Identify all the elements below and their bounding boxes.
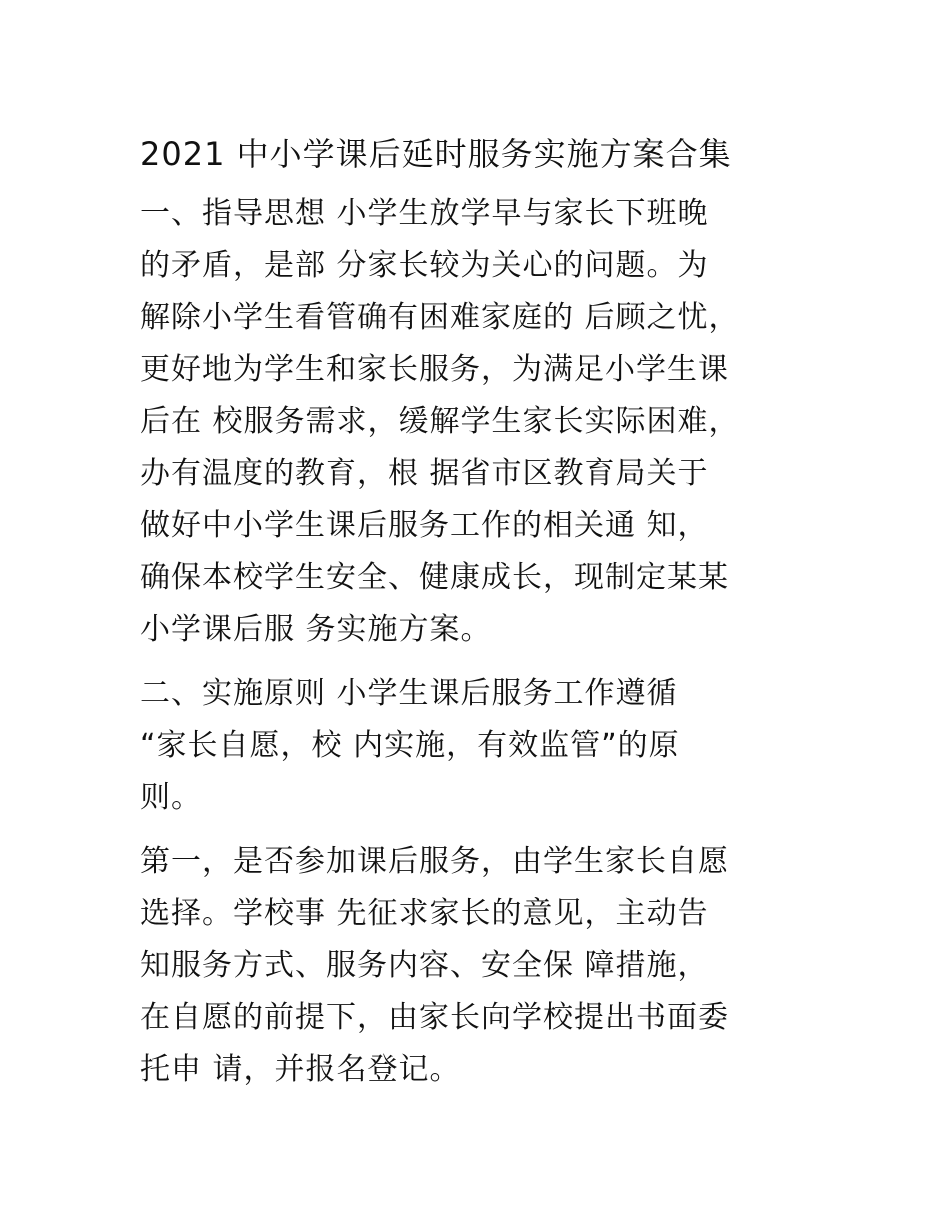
paragraph-line: 解除小学生看管确有困难家庭的 后顾之忧， bbox=[140, 300, 740, 335]
paragraph-line: 确保本校学生安全、健康成长，现制定某某 bbox=[140, 560, 729, 595]
paragraph-line: 托申 请，并报名登记。 bbox=[140, 1052, 461, 1087]
paragraph-line: 知服务方式、服务内容、安全保 障措施， bbox=[140, 948, 709, 983]
paragraph-line: 则。 bbox=[140, 780, 202, 815]
paragraph-line: 后在 校服务需求，缓解学生家长实际困难， bbox=[140, 404, 740, 439]
paragraph-principles bbox=[140, 668, 820, 824]
document-title: 2021 中小学课后延时服务实施方案合集 bbox=[140, 135, 732, 173]
paragraph-guiding-ideology bbox=[140, 188, 820, 656]
paragraph-line: “家长自愿，校 内实施，有效监管”的原 bbox=[140, 728, 680, 763]
paragraph-line: 办有温度的教育，根 据省市区教育局关于 bbox=[140, 456, 709, 491]
paragraph-line: 的矛盾，是部 分家长较为关心的问题。为 bbox=[140, 248, 709, 283]
paragraph-line: 一、指导思想 小学生放学早与家长下班晚 bbox=[140, 196, 709, 231]
paragraph-line: 更好地为学生和家长服务，为满足小学生课 bbox=[140, 352, 729, 387]
paragraph-line: 做好中小学生课后服务工作的相关通 知， bbox=[140, 508, 709, 543]
paragraph-line: 选择。学校事 先征求家长的意见，主动告 bbox=[140, 896, 709, 931]
document-body bbox=[140, 128, 820, 1108]
paragraph-first-point bbox=[140, 836, 820, 1096]
paragraph-line: 小学课后服 务实施方案。 bbox=[140, 612, 492, 647]
paragraph-line: 二、实施原则 小学生课后服务工作遵循 bbox=[140, 676, 678, 711]
paragraph-line: 在自愿的前提下，由家长向学校提出书面委 bbox=[140, 1000, 729, 1035]
paragraph-line: 第一，是否参加课后服务，由学生家长自愿 bbox=[140, 844, 729, 879]
